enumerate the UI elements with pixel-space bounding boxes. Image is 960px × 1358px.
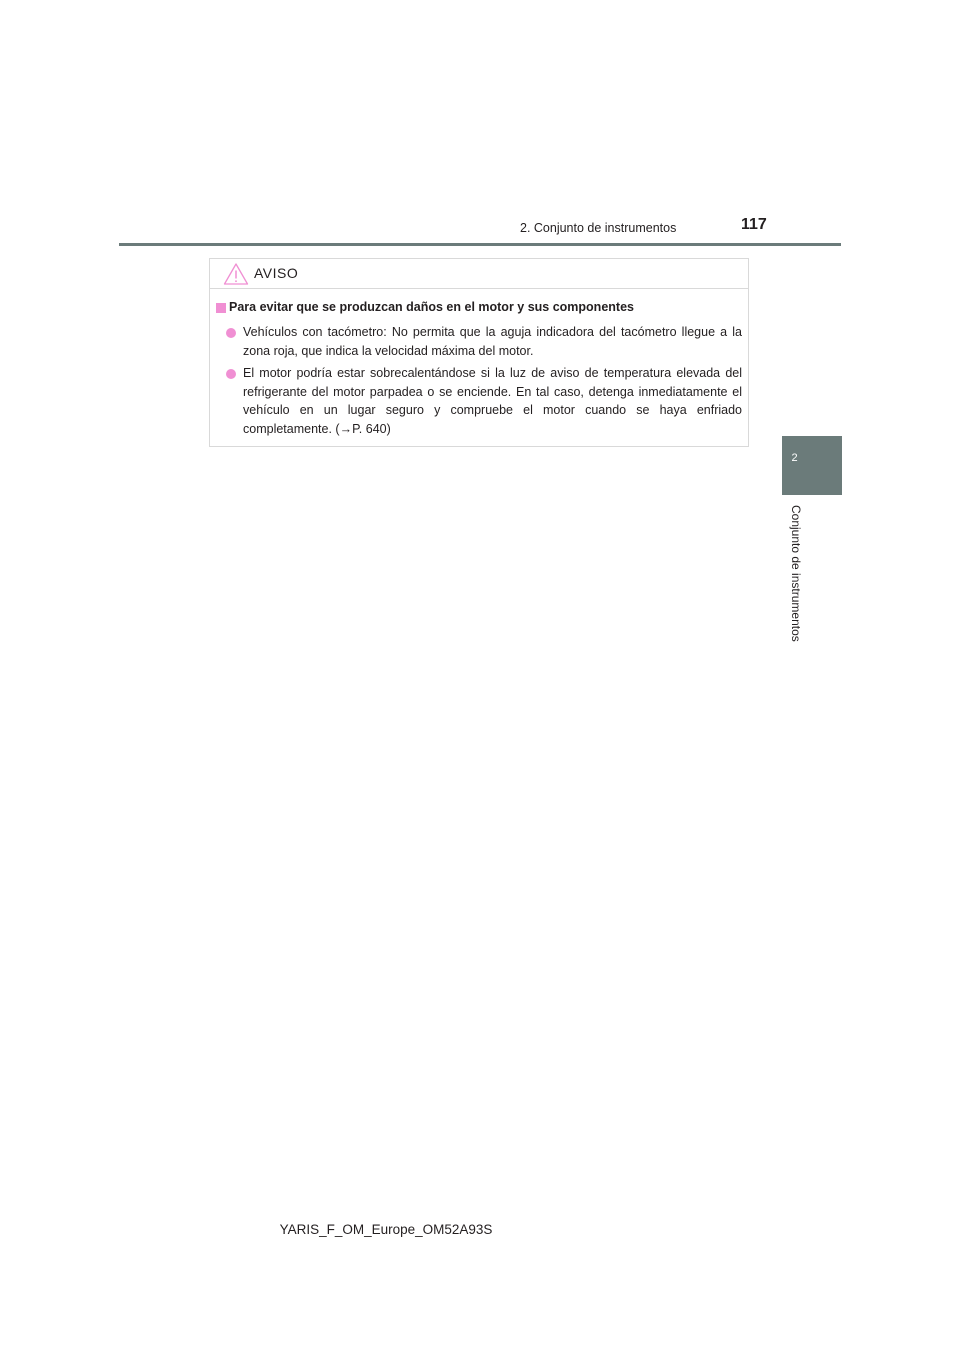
circle-bullet-icon bbox=[226, 328, 236, 338]
header-section-title: 2. Conjunto de instrumentos bbox=[520, 221, 677, 235]
square-bullet-icon bbox=[216, 303, 226, 313]
warning-item-text: El motor podría estar sobrecalentándose si la luz de aviso de temperatura elevada del refrigerante del motor parpadea o se enciende. En tal caso, detenga inmediatamente el vehículo en un lugar seguro y compruebe el motor cuando se haya enfriado completamente. (→P. 640) bbox=[243, 366, 742, 436]
header-rule bbox=[119, 243, 841, 246]
warning-item bbox=[210, 323, 748, 360]
warning-triangle-icon bbox=[223, 262, 249, 286]
warning-box-header bbox=[210, 259, 748, 289]
warning-heading bbox=[210, 299, 748, 319]
document-code: YARIS_F_OM_Europe_OM52A93S bbox=[279, 1222, 493, 1237]
circle-bullet-icon bbox=[226, 369, 236, 379]
warning-body bbox=[210, 299, 748, 438]
warning-item bbox=[210, 364, 748, 438]
warning-item-text: Vehículos con tacómetro: No permita que la aguja indicadora del tacómetro llegue a la zona roja, que indica la velocidad máxima del motor. bbox=[243, 325, 742, 358]
chapter-tab-label: Conjunto de instrumentos bbox=[789, 505, 803, 642]
warning-box bbox=[209, 258, 749, 447]
chapter-tab-number: 2 bbox=[791, 452, 798, 464]
chapter-tab bbox=[782, 436, 842, 495]
warning-title: AVISO bbox=[254, 265, 299, 281]
page-number: 117 bbox=[741, 216, 767, 233]
warning-heading-text: Para evitar que se produzcan daños en el motor y sus componentes bbox=[229, 300, 634, 314]
